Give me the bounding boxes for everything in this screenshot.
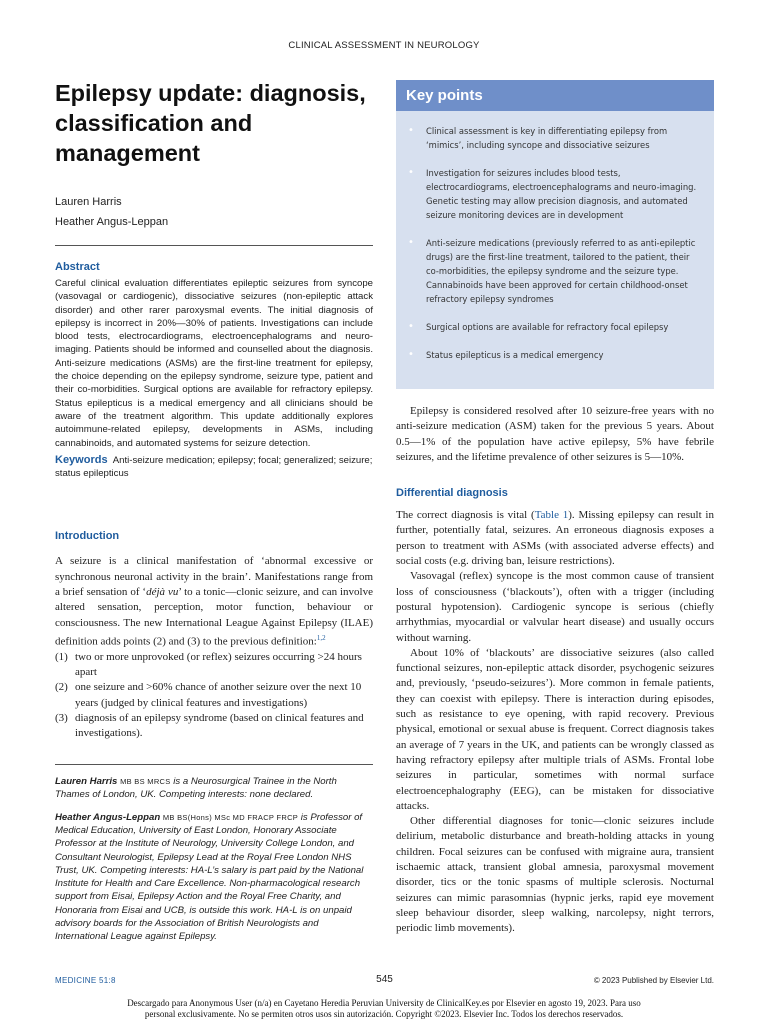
resolved-paragraph: [396, 404, 714, 465]
divider: [55, 245, 373, 246]
bio-name: Heather Angus-Leppan: [55, 812, 161, 824]
paragraph: Vasovagal (reflex) syncope is the most common cause of transient loss of consciousness (‘blackouts’), often with a trigger (including postural hypotension). Cardiogenic syncope is serious (chiefly arrhythmias, myocardial or valvular heart disease) and usually occurs without warning.: [396, 570, 714, 644]
key-point: • Clinical assessment is key in differentiating epilepsy from ‘mimics’, including syncope and dissociative seizures: [408, 124, 702, 152]
author-bio: [55, 811, 373, 943]
paragraph: Epilepsy is considered resolved after 10 seizure-free years with no anti-seizure medication (ASM) taken for the previous 5 years. About 0.5—1% of the population have active epilepsy, 5% have febrile seizures, and the lifetime prevalence of other seizures is 5—10%.: [396, 405, 714, 463]
running-head: CLINICAL ASSESSMENT IN NEUROLOGY: [288, 40, 480, 51]
keywords-label: Keywords: [55, 453, 108, 466]
reference-link[interactable]: 1,2: [316, 633, 326, 642]
paragraph: [396, 508, 714, 569]
divider: [55, 764, 373, 765]
article-title: Epilepsy update: diagnosis, classification and management: [55, 80, 366, 166]
author-name: Lauren Harris: [55, 196, 122, 208]
bio-name: Lauren Harris: [55, 775, 118, 787]
right-column: [396, 80, 714, 937]
left-column: [55, 78, 373, 943]
intro-italic-phrase: déjà vu: [146, 586, 179, 599]
list-item: [55, 680, 373, 711]
text-part: ). Missing epilepsy can result in further, potentially fatal, seizures. An erroneous diagnosis exposes a person to treatment with ASMs (with associated adverse effects) and social costs (e.g. driving ban, leisure restrictions).: [396, 509, 714, 568]
key-point: • Surgical options are available for refractory focal epilepsy: [408, 320, 702, 334]
list-item: [55, 650, 373, 681]
differential-text: [396, 508, 714, 936]
intro-text-part: ’ to a tonic—clonic seizure, and can involve altered sensation, perception, motor function, behaviour or consciousness. The new International League Against Epilepsy (ILAE) definition adds points (2) and (3) to the previous definition:: [55, 586, 373, 648]
abstract-heading: Abstract: [55, 261, 100, 273]
keywords: [55, 454, 373, 481]
download-notice-line: Descargado para Anonymous User (n/a) en Cayetano Heredia Peruvian University de ClinicalKey.es por Elsevier en agosto 19, 2023. Para uso: [127, 998, 641, 1008]
bio-degrees: MB BS(Hons) MSc MD FRACP FRCP: [162, 813, 299, 823]
author-list: [55, 192, 373, 232]
download-notice: [0, 998, 768, 1020]
bio-text: is a Neurosurgical Trainee in the North Thames of London, UK. Competing interests: none declared.: [55, 775, 337, 800]
definition-list: [55, 650, 373, 742]
page-footer: [55, 976, 714, 990]
list-item: [55, 711, 373, 742]
table-link[interactable]: Table 1: [534, 509, 569, 522]
copyright: © 2023 Published by Elsevier Ltd.: [593, 976, 714, 985]
list-item-text: two or more unprovoked (or reflex) seizures occurring >24 hours apart: [75, 650, 362, 679]
paragraph: About 10% of ‘blackouts’ are dissociative seizures (also called functional seizures, non-epileptic attack disorder, psychogenic seizures and, previously, ‘pseudo-seizures’). More common in female patients, they can coexist with epilepsy. There is interaction during episodes, such as resistance to eye opening, with rapid recovery. Previous physical, emotional or sexual abuse is frequent. Correct diagnosis takes an average of 7 years in the UK, and patients can be wrongly classed as having refractory epilepsy after multiple trials of ASMs. Frontal lobe seizures in particular, sometimes with normal surface electroencephalography (EEG), can be mistaken for dissociative attacks.: [396, 646, 714, 812]
key-point: • Investigation for seizures includes blood tests, electrocardiograms, electroencephalograms and neuro-imaging. Genetic testing may allow precision diagnosis, and automated seizure monitoring devices are in development: [408, 166, 702, 222]
bio-degrees: MB BS MRCS: [120, 776, 171, 786]
author-bio: [55, 775, 373, 801]
list-number: (2): [55, 681, 68, 694]
keywords-text: Anti-seizure medication; epilepsy; focal; generalized; seizure; status epilepticus: [55, 454, 373, 480]
paragraph: Other differential diagnoses for tonic—clonic seizures include delirium, metabolic disturbance and breath-holding attacks in young children. Focal seizures can be confused with migraine aura, transient ischaemic attack, transient global amnesia, paroxysmal movement disorder, tics or the tonic spasms of multiple sclerosis. Nocturnal seizures can mimic parasomnias (hypnic jerks, rapid eye movement sleep behaviour disorder, sleep walking, narcolepsy, night terrors, periodic limb movements).: [396, 815, 714, 935]
journal-citation: MEDICINE 51:8: [55, 976, 116, 985]
key-point: • Anti-seizure medications (previously referred to as anti-epileptic drugs) are the first-line treatment, tailored to the patient, their co-morbidities, the epilepsy syndrome and the seizure type. Cannabinoids have been approved for certain childhood-onset refractory epilepsy syndromes: [408, 236, 702, 306]
key-points-heading: Key points: [396, 80, 714, 111]
list-number: (3): [55, 712, 68, 725]
key-points-box: [396, 80, 714, 389]
abstract-text: Careful clinical evaluation differentiates epileptic seizures from syncope (vasovagal or cardiogenic), dissociative seizures (non-epileptic attack disorder) and other rarer paroxysmal events. The initial diagnosis of epilepsy is incorrect in 20%—30% of patients. Investigations can include blood tests, electrocardiograms, electroencephalograms and neuro-imaging. Patients should be informed and counselled about the diagnosis. Anti-seizure medications (ASMs) are the first-line treatment for epilepsy, the choice depending on the epilepsy syndrome, seizure type, patient and their co-morbidities. Surgical options are available for refractory epilepsy. Status epilepticus is a medical emergency and all clinicians should be aware of the treatment algorithm. This update additionally explores autoimmune-related epilepsy, developments in ASMs, including cannabinoids, and automated systems for seizure detection.: [55, 278, 373, 449]
differential-heading: Differential diagnosis: [396, 487, 508, 500]
list-item-text: one seizure and >60% chance of another seizure over the next 10 years (judged by clinical features and investigations): [75, 681, 362, 709]
list-number: (1): [55, 650, 68, 663]
download-notice-line: personal exclusivamente. No se permiten otros usos sin autorización. Copyright ©2023. Elsevier Inc. Todos los derechos reservados.: [144, 1009, 624, 1019]
page-number: 545: [376, 974, 393, 985]
key-points-list: [396, 111, 714, 362]
intro-text-part: A seizure is a clinical manifestation of ‘abnormal excessive or synchronous neuronal activity in the brain’. Manifestations range from a brief sensation of ‘: [55, 555, 373, 599]
key-point: • Status epilepticus is a medical emergency: [408, 348, 702, 362]
introduction-text: [55, 554, 373, 649]
author-name: Heather Angus-Leppan: [55, 216, 169, 228]
bio-text: is Professor of Medical Education, University of East London, Honorary Associate Professor at the Institute of Neurology, University College London, and Consultant Neurologist, Epilepsy Lead at the Royal Free London NHS Trust, UK. Competing interests: HA-L’s salary is part paid by the National Institute for Health and Care Excellence. Non-pharmacological research support from Eisai, Epilepsy Action and the Royal Free Charity, and Honoraria from Eisai and UCB, is outside this work. HA-L is on unpaid advisory boards for the Association of British Neurologists and International League against Epilepsy.: [55, 812, 364, 942]
list-item-text: diagnosis of an epilepsy syndrome (based on clinical features and investigations).: [75, 712, 364, 740]
introduction-heading: Introduction: [55, 530, 120, 543]
text-part: The correct diagnosis is vital (: [396, 509, 535, 522]
